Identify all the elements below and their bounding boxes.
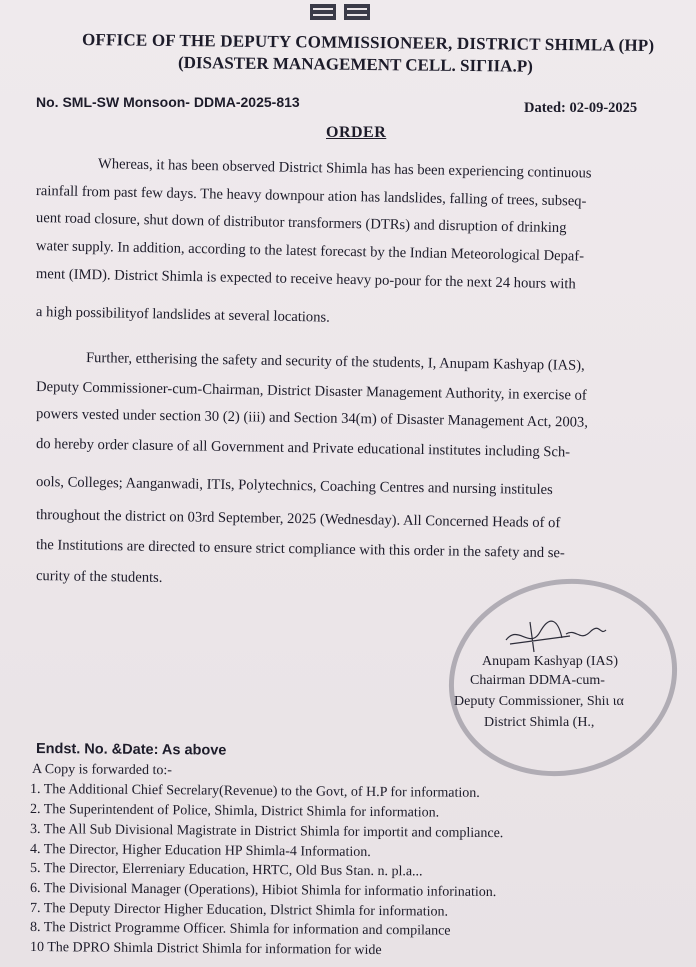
copy-recipient: 1. The Additional Chief Secrelary(Revenue) to the Govt, of H.P for information.: [29, 782, 480, 801]
copy-recipient: 2. The Superintendent of Police, Shimla, District Shimla for information.: [29, 802, 440, 821]
copy-recipient: 10 The DPRO Shimla District Shimla for information for wide: [29, 940, 382, 959]
reference-number: No. SML-SW Monsoon- DDMA-2025-813: [36, 94, 300, 110]
copy-recipient: 5. The Director, Elerreniary Education, HRTC, Old Bus Stan. n. pl.a...: [29, 861, 423, 880]
signatory-title: Chairman DDMA-cum-: [470, 673, 605, 688]
copy-recipient: 3. The All Sub Divisional Magistrate in District Shimla for importit and compliance.: [29, 822, 504, 842]
paragraph-line: ools, Colleges; Aanganwadi, ITIs, Polytechnics, Coaching Centres and nursing institules: [35, 474, 553, 499]
copy-recipient: 8. The District Programme Officer. Shimla for information and compilance: [29, 920, 451, 939]
office-heading: OFFICE OF THE DEPUTY COMMISSIONEER, DISTRICT SHIMLA (HP): [81, 30, 655, 55]
office-subheading: (DISASTER MANAGEMENT CELL. SIΓIIA.P): [177, 53, 533, 76]
paragraph-line: powers vested under section 30 (2) (iii) and Section 34(m) of Disaster Management Act, 2003,: [35, 406, 589, 431]
date-value: 02-09-2025: [569, 100, 638, 116]
paragraph-line: throughout the district on 03rd September, 2025 (Wednesday). All Concerned Heads of of: [35, 507, 561, 532]
signatory-title: District Shimla (H.,: [484, 715, 595, 730]
paragraph-line: curity of the students.: [35, 568, 163, 586]
paragraph-line: Deputy Commissioner-cum-Chairman, District Disaster Management Authority, in exercise of: [35, 379, 587, 404]
endorsement-heading: Endst. No. &Date: As above: [35, 741, 227, 759]
signatory-name: Anupam Kashyap (IAS): [482, 654, 619, 669]
paragraph-line: Whereas, it has been observed District Shimla has has been experiencing continuous: [97, 156, 592, 182]
paragraph-line: Further, ettherising the safety and security of the students, I, Anupam Kashyap (IAS),: [85, 350, 585, 374]
paragraph-line: uent road closure, shut down of distributor transformers (DTRs) and disruption of drinking: [35, 210, 567, 237]
copy-intro: A Copy is forwarded to:-: [31, 762, 173, 779]
order-date: [524, 100, 637, 117]
signature-scribble: [500, 614, 610, 654]
date-label: Dated:: [524, 100, 566, 116]
copy-recipient: 7. The Deputy Director Higher Education, Dlstrict Shimla for information.: [29, 901, 449, 920]
paragraph-line: a high possibilityof landslides at several locations.: [35, 304, 330, 326]
state-emblem-icon: [310, 4, 374, 24]
copy-recipient: 6. The Divisional Manager (Operations), Hibiot Shimla for informatio inforination.: [29, 881, 497, 901]
order-title: ORDER: [326, 124, 387, 141]
paragraph-line: water supply. In addition, according to the latest forecast by the Indian Meteorological Depaf-: [35, 238, 585, 265]
paragraph-line: do hereby order clasure of all Government and Private educational institutes including Sch-: [35, 436, 571, 461]
paragraph-line: ment (IMD). District Shimla is expected to receive heavy po-pour for the next 24 hours with: [35, 266, 576, 293]
copy-recipient: 4. The Director, Higher Education HP Shimla-4 Information.: [29, 842, 371, 860]
paragraph-line: rainfall from past few days. The heavy downpour ation has landslides, falling of trees, subseq-: [35, 183, 587, 210]
signatory-title: Deputy Commissioner, Shiι ια: [454, 694, 624, 709]
paragraph-line: the Institutions are directed to ensure strict compliance with this order in the safety and se-: [35, 537, 565, 562]
